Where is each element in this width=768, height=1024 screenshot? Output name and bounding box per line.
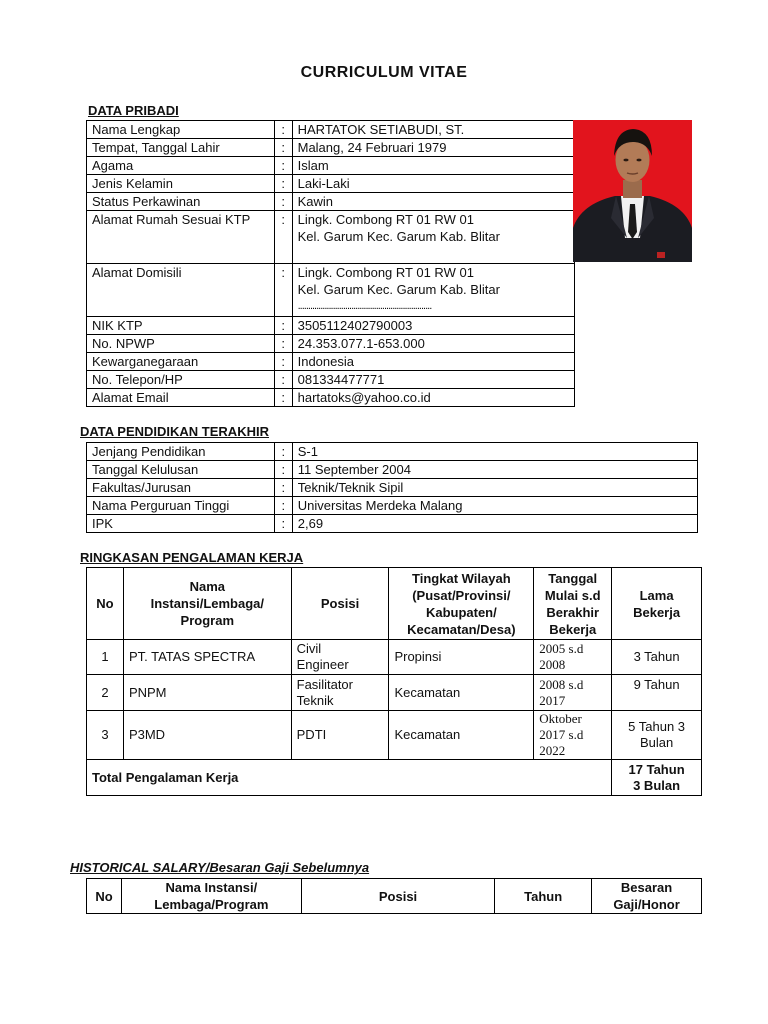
row-label: Alamat Email xyxy=(87,389,275,407)
cell-wilayah: Kecamatan xyxy=(389,675,534,711)
cell-tanggal-line: 2008 xyxy=(539,657,566,672)
row-value: Indonesia xyxy=(292,353,574,371)
colon: : xyxy=(274,139,292,157)
row-value: 11 September 2004 xyxy=(292,461,697,479)
colon: : xyxy=(274,193,292,211)
cell-tanggal xyxy=(534,640,612,675)
row-label: Tanggal Kelulusan xyxy=(87,461,275,479)
header-posisi: Posisi xyxy=(291,568,389,640)
cell-tanggal xyxy=(534,675,612,711)
colon: : xyxy=(274,461,292,479)
cell-tanggal-line: 2017 xyxy=(539,692,566,708)
row-label: No. NPWP xyxy=(87,335,275,353)
table-row xyxy=(87,371,575,389)
section-heading-education: DATA PENDIDIKAN TERAKHIR xyxy=(80,424,269,439)
total-value xyxy=(612,760,702,796)
row-value: S-1 xyxy=(292,443,697,461)
address-line-2: Kel. Garum Kec. Garum Kab. Blitar xyxy=(297,282,500,297)
cell-no: 1 xyxy=(87,640,124,675)
table-row xyxy=(87,389,575,407)
table-row xyxy=(87,461,698,479)
row-label: Jenjang Pendidikan xyxy=(87,443,275,461)
experience-table xyxy=(86,567,702,796)
section-heading-salary: HISTORICAL SALARY/Besaran Gaji Sebelumnya xyxy=(70,860,370,875)
address-line-1: Lingk. Combong RT 01 RW 01 xyxy=(297,265,474,280)
table-row xyxy=(87,157,575,175)
total-value-line: 17 Tahun xyxy=(628,761,685,777)
cell-posisi: PDTI xyxy=(291,711,389,760)
header-tanggal xyxy=(534,568,612,640)
header-instansi-line: Instansi/Lembaga/ xyxy=(150,596,264,611)
header-wilayah-line: Tingkat Wilayah xyxy=(412,570,511,586)
row-label: IPK xyxy=(87,515,275,533)
row-label: No. Telepon/HP xyxy=(87,371,275,389)
row-value: Islam xyxy=(292,157,574,175)
personal-data-table xyxy=(86,120,575,407)
header-no: No xyxy=(87,879,122,914)
cell-lama-line: Bulan xyxy=(639,735,674,750)
row-value: 24.353.077.1-653.000 xyxy=(292,335,574,353)
cell-tanggal xyxy=(534,711,612,760)
table-row xyxy=(87,193,575,211)
header-wilayah-line: (Pusat/Provinsi/ xyxy=(412,587,511,603)
total-row xyxy=(87,760,702,796)
cell-tanggal-line: 2005 s.d xyxy=(539,641,584,656)
row-value: Kawin xyxy=(292,193,574,211)
salary-table xyxy=(86,878,702,914)
cell-lama: 3 Tahun xyxy=(612,640,702,675)
address-line-1: Lingk. Combong RT 01 RW 01 xyxy=(297,212,474,227)
row-label: NIK KTP xyxy=(87,317,275,335)
table-header-row xyxy=(87,568,702,640)
cell-lama: 9 Tahun xyxy=(612,675,702,711)
table-row xyxy=(87,353,575,371)
colon: : xyxy=(274,317,292,335)
cell-posisi-line: Fasilitator xyxy=(296,676,353,692)
header-instansi xyxy=(121,879,301,914)
row-value: 081334477771 xyxy=(292,371,574,389)
header-wilayah xyxy=(389,568,534,640)
colon: : xyxy=(274,175,292,193)
header-instansi-line: Program xyxy=(180,613,235,628)
header-tanggal-line: Tanggal xyxy=(548,570,598,586)
table-row xyxy=(87,443,698,461)
header-besaran xyxy=(592,879,702,914)
cell-wilayah: Propinsi xyxy=(389,640,534,675)
cell-instansi: PT. TATAS SPECTRA xyxy=(123,640,291,675)
colon: : xyxy=(274,443,292,461)
colon: : xyxy=(274,371,292,389)
address-line-3: ................................................................. xyxy=(297,300,432,312)
header-instansi-line: Nama xyxy=(189,579,225,594)
table-row xyxy=(87,675,702,711)
table-row xyxy=(87,121,575,139)
table-row xyxy=(87,711,702,760)
colon: : xyxy=(274,211,292,264)
row-label: Status Perkawinan xyxy=(87,193,275,211)
row-value xyxy=(292,264,574,317)
table-row xyxy=(87,640,702,675)
header-tanggal-line: Bekerja xyxy=(549,621,597,637)
header-tanggal-line: Mulai s.d xyxy=(544,587,601,603)
table-row xyxy=(87,479,698,497)
row-value xyxy=(292,211,574,264)
table-row xyxy=(87,264,575,317)
table-row xyxy=(87,515,698,533)
cell-posisi xyxy=(291,640,389,675)
cell-no: 3 xyxy=(87,711,124,760)
row-label: Tempat, Tanggal Lahir xyxy=(87,139,275,157)
cell-tanggal-line: 2017 s.d xyxy=(539,727,584,742)
header-wilayah-line: Kecamatan/Desa) xyxy=(407,621,516,637)
cell-tanggal-line: 2008 s.d xyxy=(539,676,584,692)
header-lama-line: Lama xyxy=(639,587,674,603)
colon: : xyxy=(274,497,292,515)
table-row xyxy=(87,497,698,515)
row-label: Jenis Kelamin xyxy=(87,175,275,193)
header-lama xyxy=(612,568,702,640)
row-label: Agama xyxy=(87,157,275,175)
header-posisi: Posisi xyxy=(301,879,494,914)
cell-posisi-line: Teknik xyxy=(296,692,334,708)
colon: : xyxy=(274,121,292,139)
row-value: HARTATOK SETIABUDI, ST. xyxy=(292,121,574,139)
table-row xyxy=(87,317,575,335)
person-photo-icon xyxy=(573,120,692,262)
header-besaran-line: Gaji/Honor xyxy=(613,897,680,912)
row-value: Teknik/Teknik Sipil xyxy=(292,479,697,497)
header-wilayah-line: Kabupaten/ xyxy=(425,604,497,620)
cell-posisi xyxy=(291,675,389,711)
cell-wilayah: Kecamatan xyxy=(389,711,534,760)
cell-tanggal-line: 2022 xyxy=(539,743,566,758)
row-value: Universitas Merdeka Malang xyxy=(292,497,697,515)
colon: : xyxy=(274,264,292,317)
cell-no: 2 xyxy=(87,675,124,711)
cell-instansi: P3MD xyxy=(123,711,291,760)
header-besaran-line: Besaran xyxy=(620,880,673,895)
header-lama-line: Bekerja xyxy=(633,604,681,620)
education-table xyxy=(86,442,698,533)
section-heading-experience: RINGKASAN PENGALAMAN KERJA xyxy=(80,550,304,565)
row-value: Laki-Laki xyxy=(292,175,574,193)
address-line-2: Kel. Garum Kec. Garum Kab. Blitar xyxy=(297,229,500,244)
section-heading-personal: DATA PRIBADI xyxy=(88,103,179,118)
cell-instansi: PNPM xyxy=(123,675,291,711)
row-label: Kewarganegaraan xyxy=(87,353,275,371)
colon: : xyxy=(274,515,292,533)
header-instansi-line: Nama Instansi/ xyxy=(165,880,258,895)
cell-lama xyxy=(612,711,702,760)
header-tahun: Tahun xyxy=(495,879,592,914)
colon: : xyxy=(274,353,292,371)
header-tanggal-line: Berakhir xyxy=(546,604,600,620)
row-value: 2,69 xyxy=(292,515,697,533)
row-label: Fakultas/Jurusan xyxy=(87,479,275,497)
row-value: hartatoks@yahoo.co.id xyxy=(292,389,574,407)
colon: : xyxy=(274,389,292,407)
table-header-row xyxy=(87,879,702,914)
total-label: Total Pengalaman Kerja xyxy=(87,760,612,796)
header-instansi xyxy=(123,568,291,640)
table-row xyxy=(87,139,575,157)
row-value: Malang, 24 Februari 1979 xyxy=(292,139,574,157)
row-label: Nama Perguruan Tinggi xyxy=(87,497,275,515)
colon: : xyxy=(274,479,292,497)
colon: : xyxy=(274,335,292,353)
row-label: Alamat Rumah Sesuai KTP xyxy=(87,211,275,264)
header-instansi-line: Lembaga/Program xyxy=(154,897,269,912)
person-photo-icon xyxy=(573,120,692,262)
cell-posisi-line: Civil xyxy=(296,641,322,656)
cell-tanggal-line: Oktober xyxy=(539,711,582,726)
table-row xyxy=(87,175,575,193)
total-value-line: 3 Bulan xyxy=(633,777,681,793)
row-label: Nama Lengkap xyxy=(87,121,275,139)
table-row xyxy=(87,211,575,264)
page-title: CURRICULUM VITAE xyxy=(300,64,468,81)
header-no: No xyxy=(87,568,124,640)
colon: : xyxy=(274,157,292,175)
cell-lama-line: 5 Tahun 3 xyxy=(628,719,686,734)
cell-posisi-line: Engineer xyxy=(296,657,349,672)
table-row xyxy=(87,335,575,353)
row-label: Alamat Domisili xyxy=(87,264,275,317)
row-value: 3505112402790003 xyxy=(292,317,574,335)
